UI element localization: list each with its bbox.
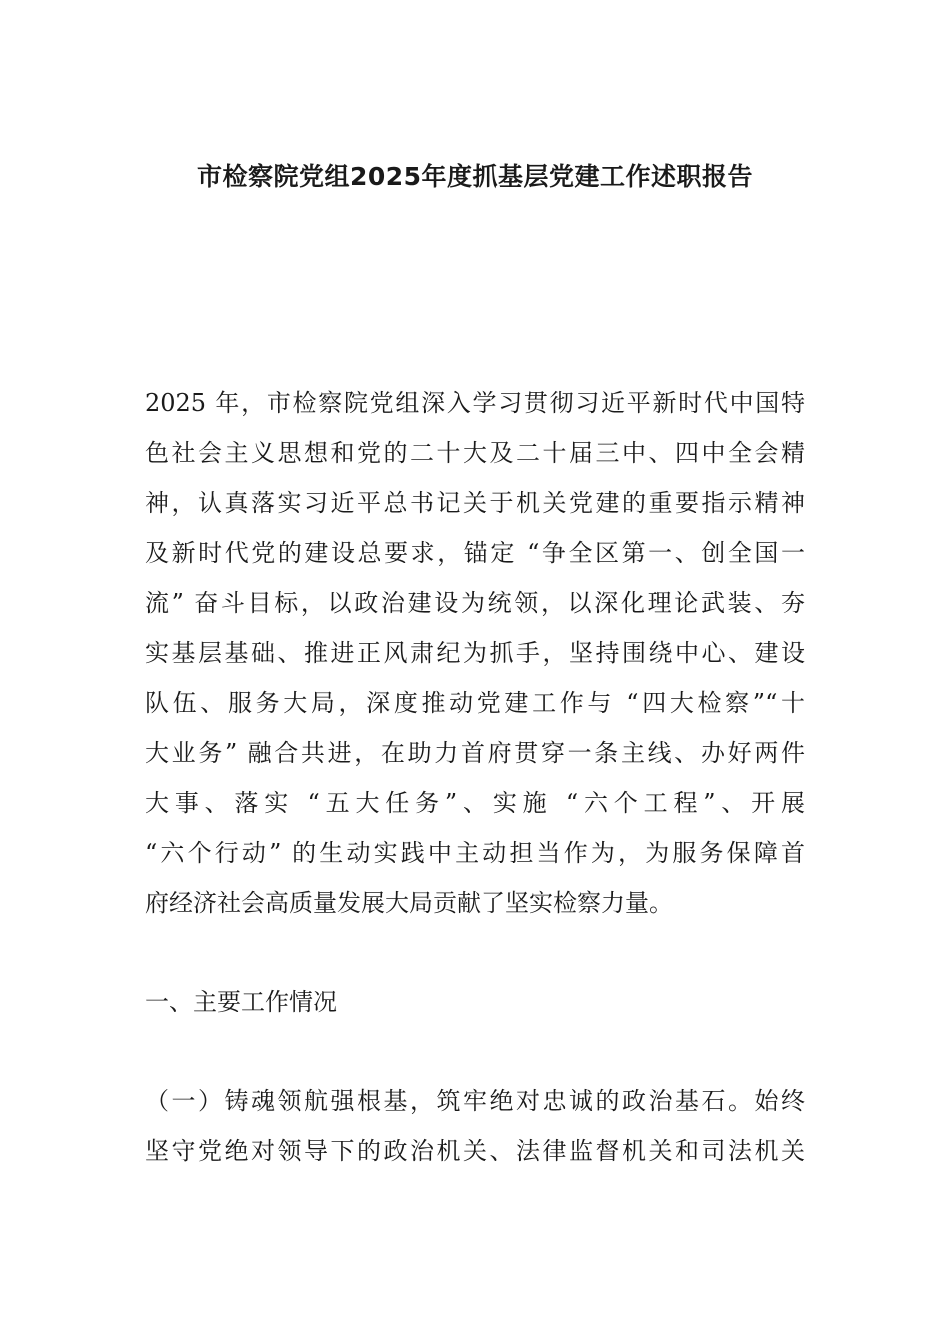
paragraph-line: 2025 年，市检察院党组深入学习贯彻习近平新时代中国特 — [145, 389, 805, 417]
paragraph-line: （一）铸魂领航强根基，筑牢绝对忠诚的政治基石。始终 — [145, 1087, 805, 1115]
section-heading: 一、主要工作情况 — [145, 988, 337, 1016]
paragraph-line: 府经济社会高质量发展大局贡献了坚实检察力量。 — [145, 889, 673, 917]
paragraph-line: “六个行动” 的生动实践中主动担当作为，为服务保障首 — [145, 839, 805, 867]
paragraph-line: 神，认真落实习近平总书记关于机关党建的重要指示精神 — [145, 489, 805, 517]
document-title: 市检察院党组2025年度抓基层党建工作述职报告 — [196, 162, 754, 191]
paragraph-line: 队伍、服务大局，深度推动党建工作与 “四大检察”“十 — [145, 689, 805, 717]
paragraph-line: 坚守党绝对领导下的政治机关、法律监督机关和司法机关 — [145, 1137, 805, 1165]
paragraph-line: 实基层基础、推进正风肃纪为抓手，坚持围绕中心、建设 — [145, 639, 805, 667]
paragraph-line: 流” 奋斗目标，以政治建设为统领，以深化理论武装、夯 — [145, 589, 805, 617]
paragraph-line: 大事、落实 “五大任务”、实施 “六个工程”、开展 — [145, 789, 805, 817]
paragraph-line: 及新时代党的建设总要求，锚定 “争全区第一、创全国一 — [145, 539, 805, 567]
paragraph-line: 色社会主义思想和党的二十大及二十届三中、四中全会精 — [145, 439, 805, 467]
paragraph-line: 大业务” 融合共进，在助力首府贯穿一条主线、办好两件 — [145, 739, 805, 767]
